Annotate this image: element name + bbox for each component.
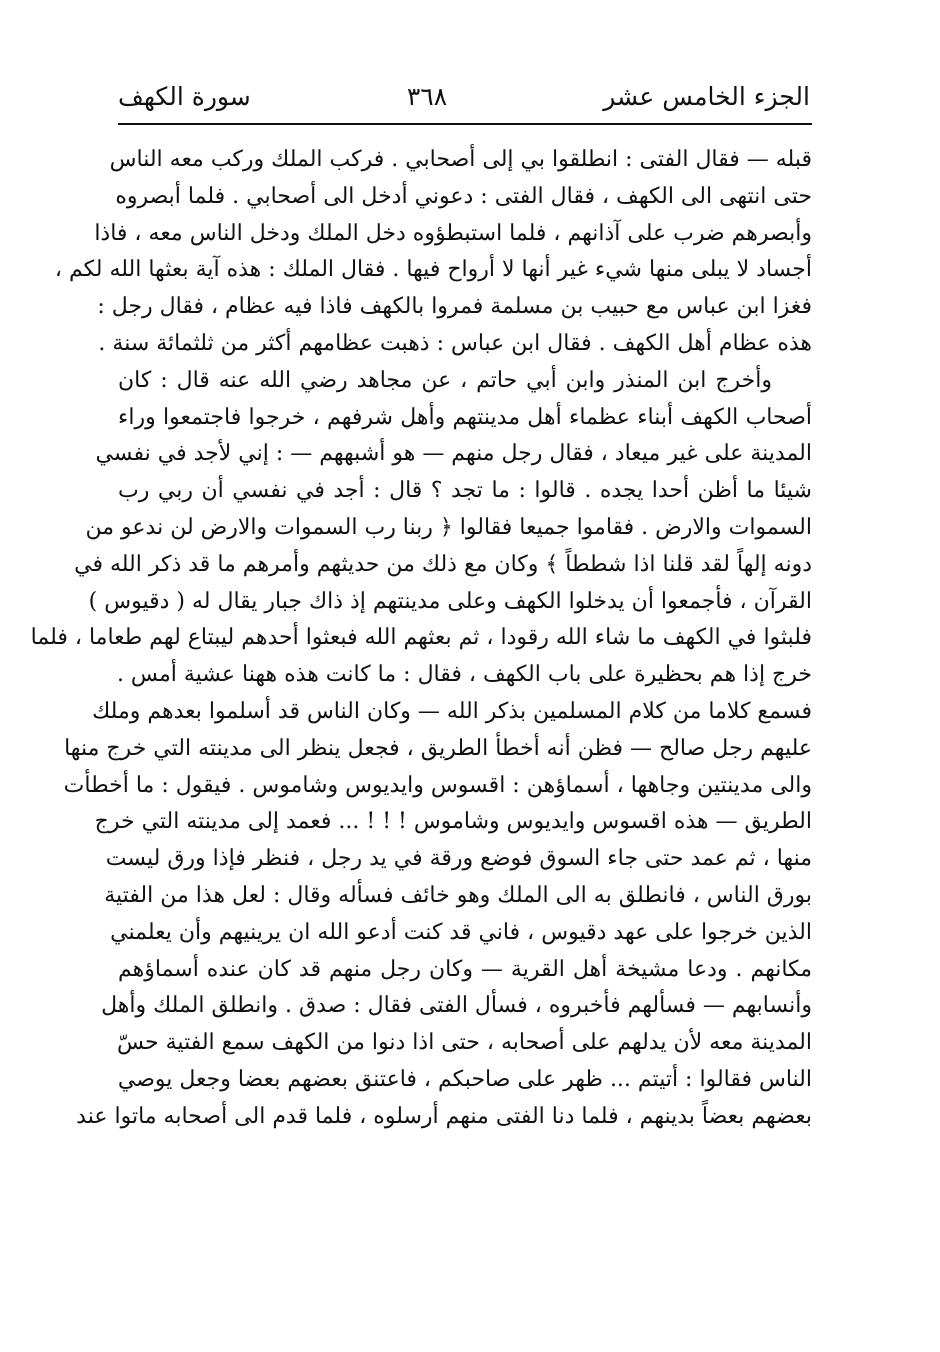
text-line: هذه عظام أهل الكهف . فقال ابن عباس : ذهبت عظامهم أكثر من ثلثمائة سنة . [98,330,812,356]
text-line: الطريق — هذه اقسوس وايديوس وشاموس ! ! ! ... فعمد إلى مدينته التي خرج [94,809,812,835]
text-line: منها ، ثم عمد حتى جاء السوق فوضع ورقة في يد رجل ، فنظر فإذا ورق ليست [105,846,812,872]
text-line: شيئا ما أظن أحدا يجده . قالوا : ما تجد ؟ قال : أجد في نفسي أن ربي رب [118,478,812,504]
page-header [118,72,810,120]
text-line: فلبثوا في الكهف ما شاء الله رقودا ، ثم بعثهم الله فبعثوا أحدهم ليبتاع لهم طعاما ، فلما [30,625,812,651]
header-rule [118,123,812,125]
text-line: بعضهم بعضاً بدينهم ، فلما دنا الفتى منهم أرسلوه ، فلما قدم الى أصحابه ماتوا عند [76,1103,812,1129]
text-line: والى مدينتين وجاهها ، أسماؤهن : اقسوس وايديوس وشاموس . فيقول : ما أخطأت [63,772,812,798]
text-line: بورق الناس ، فانطلق به الى الملك وهو خائف فسأله وقال : لعل هذا من الفتية [104,882,812,908]
text-line: وأنسابهم — فسألهم فأخبروه ، فسأل الفتى فقال : صدق . وانطلق الملك وأهل [101,993,812,1019]
surah-title: سورة الكهف [118,81,251,111]
text-line: أجساد لا يبلى منها شيء غير أنها لا أرواح فيها . فقال الملك : هذه آية بعثها الله لكم ، [54,257,812,283]
part-title: الجزء الخامس عشر [603,81,810,111]
text-line: حتى انتهى الى الكهف ، فقال الفتى : دعوني أدخل الى أصحابي . فلما أبصروه [115,183,812,209]
text-line: وأخرج ابن المنذر وابن أبي حاتم ، عن مجاهد رضي الله عنه قال : كان [118,367,772,393]
text-line: عليهم رجل صالح — فظن أنه أخطأ الطريق ، فجعل ينظر الى مدينته التي خرج منها [64,735,812,761]
text-line: القرآن ، فأجمعوا أن يدخلوا الكهف وعلى مدينتهم إذ ذاك جبار يقال له ( دقيوس ) [88,588,812,614]
text-line: وأبصرهم ضرب على آذانهم ، فلما استبطؤوه دخل الملك ودخل الناس معه ، فاذا [94,220,812,246]
text-line: قبله — فقال الفتى : انطلقوا بي إلى أصحابي . فركب الملك وركب معه الناس [109,147,812,172]
text-line: المدينة معه لأن يدلهم على أصحابه ، حتى اذا دنوا من الكهف سمع الفتية حسّ [117,1030,812,1056]
text-line: فغزا ابن عباس مع حبيب بن مسلمة فمروا بالكهف فاذا فيه عظام ، فقال رجل : [97,294,812,320]
text-line: المدينة على غير ميعاد ، فقال رجل منهم — هو أشبههم — : إني لأجد في نفسي [95,441,812,467]
text-line: فسمع كلاما من كلام المسلمين بذكر الله — وكان الناس قد أسلموا بعدهم وملك [92,698,812,724]
text-line: الناس فقالوا : أتيتم ... ظهر على صاحبكم ، فاعتنق بعضهم بعضا وجعل يوصي [117,1066,812,1092]
text-line: دونه إلهاً لقد قلنا اذا شططاً ﴾ وكان مع ذلك من حديثهم وأمرهم ما قد ذكر الله في [74,551,812,577]
text-line: خرج إذا هم بحظيرة على باب الكهف ، فقال : ما كانت هذه ههنا عشية أمس . [116,662,812,688]
text-line: مكانهم . ودعا مشيخة أهل القرية — وكان رجل منهم قد كان عنده أسماؤهم [118,956,812,982]
text-line: الذين خرجوا على عهد دقيوس ، فاني قد كنت أدعو الله ان يرينيهم وأن يعلمني [110,919,812,945]
text-line: السموات والارض . فقاموا جميعا فقالوا ﴿ ربنا رب السموات والارض لن ندعو من [85,514,812,540]
page-number: ٣٦٨ [406,81,448,111]
body-text [30,142,812,1136]
text-line: أصحاب الكهف أبناء عظماء أهل مدينتهم وأهل شرفهم ، خرجوا فاجتمعوا وراء [118,404,812,430]
